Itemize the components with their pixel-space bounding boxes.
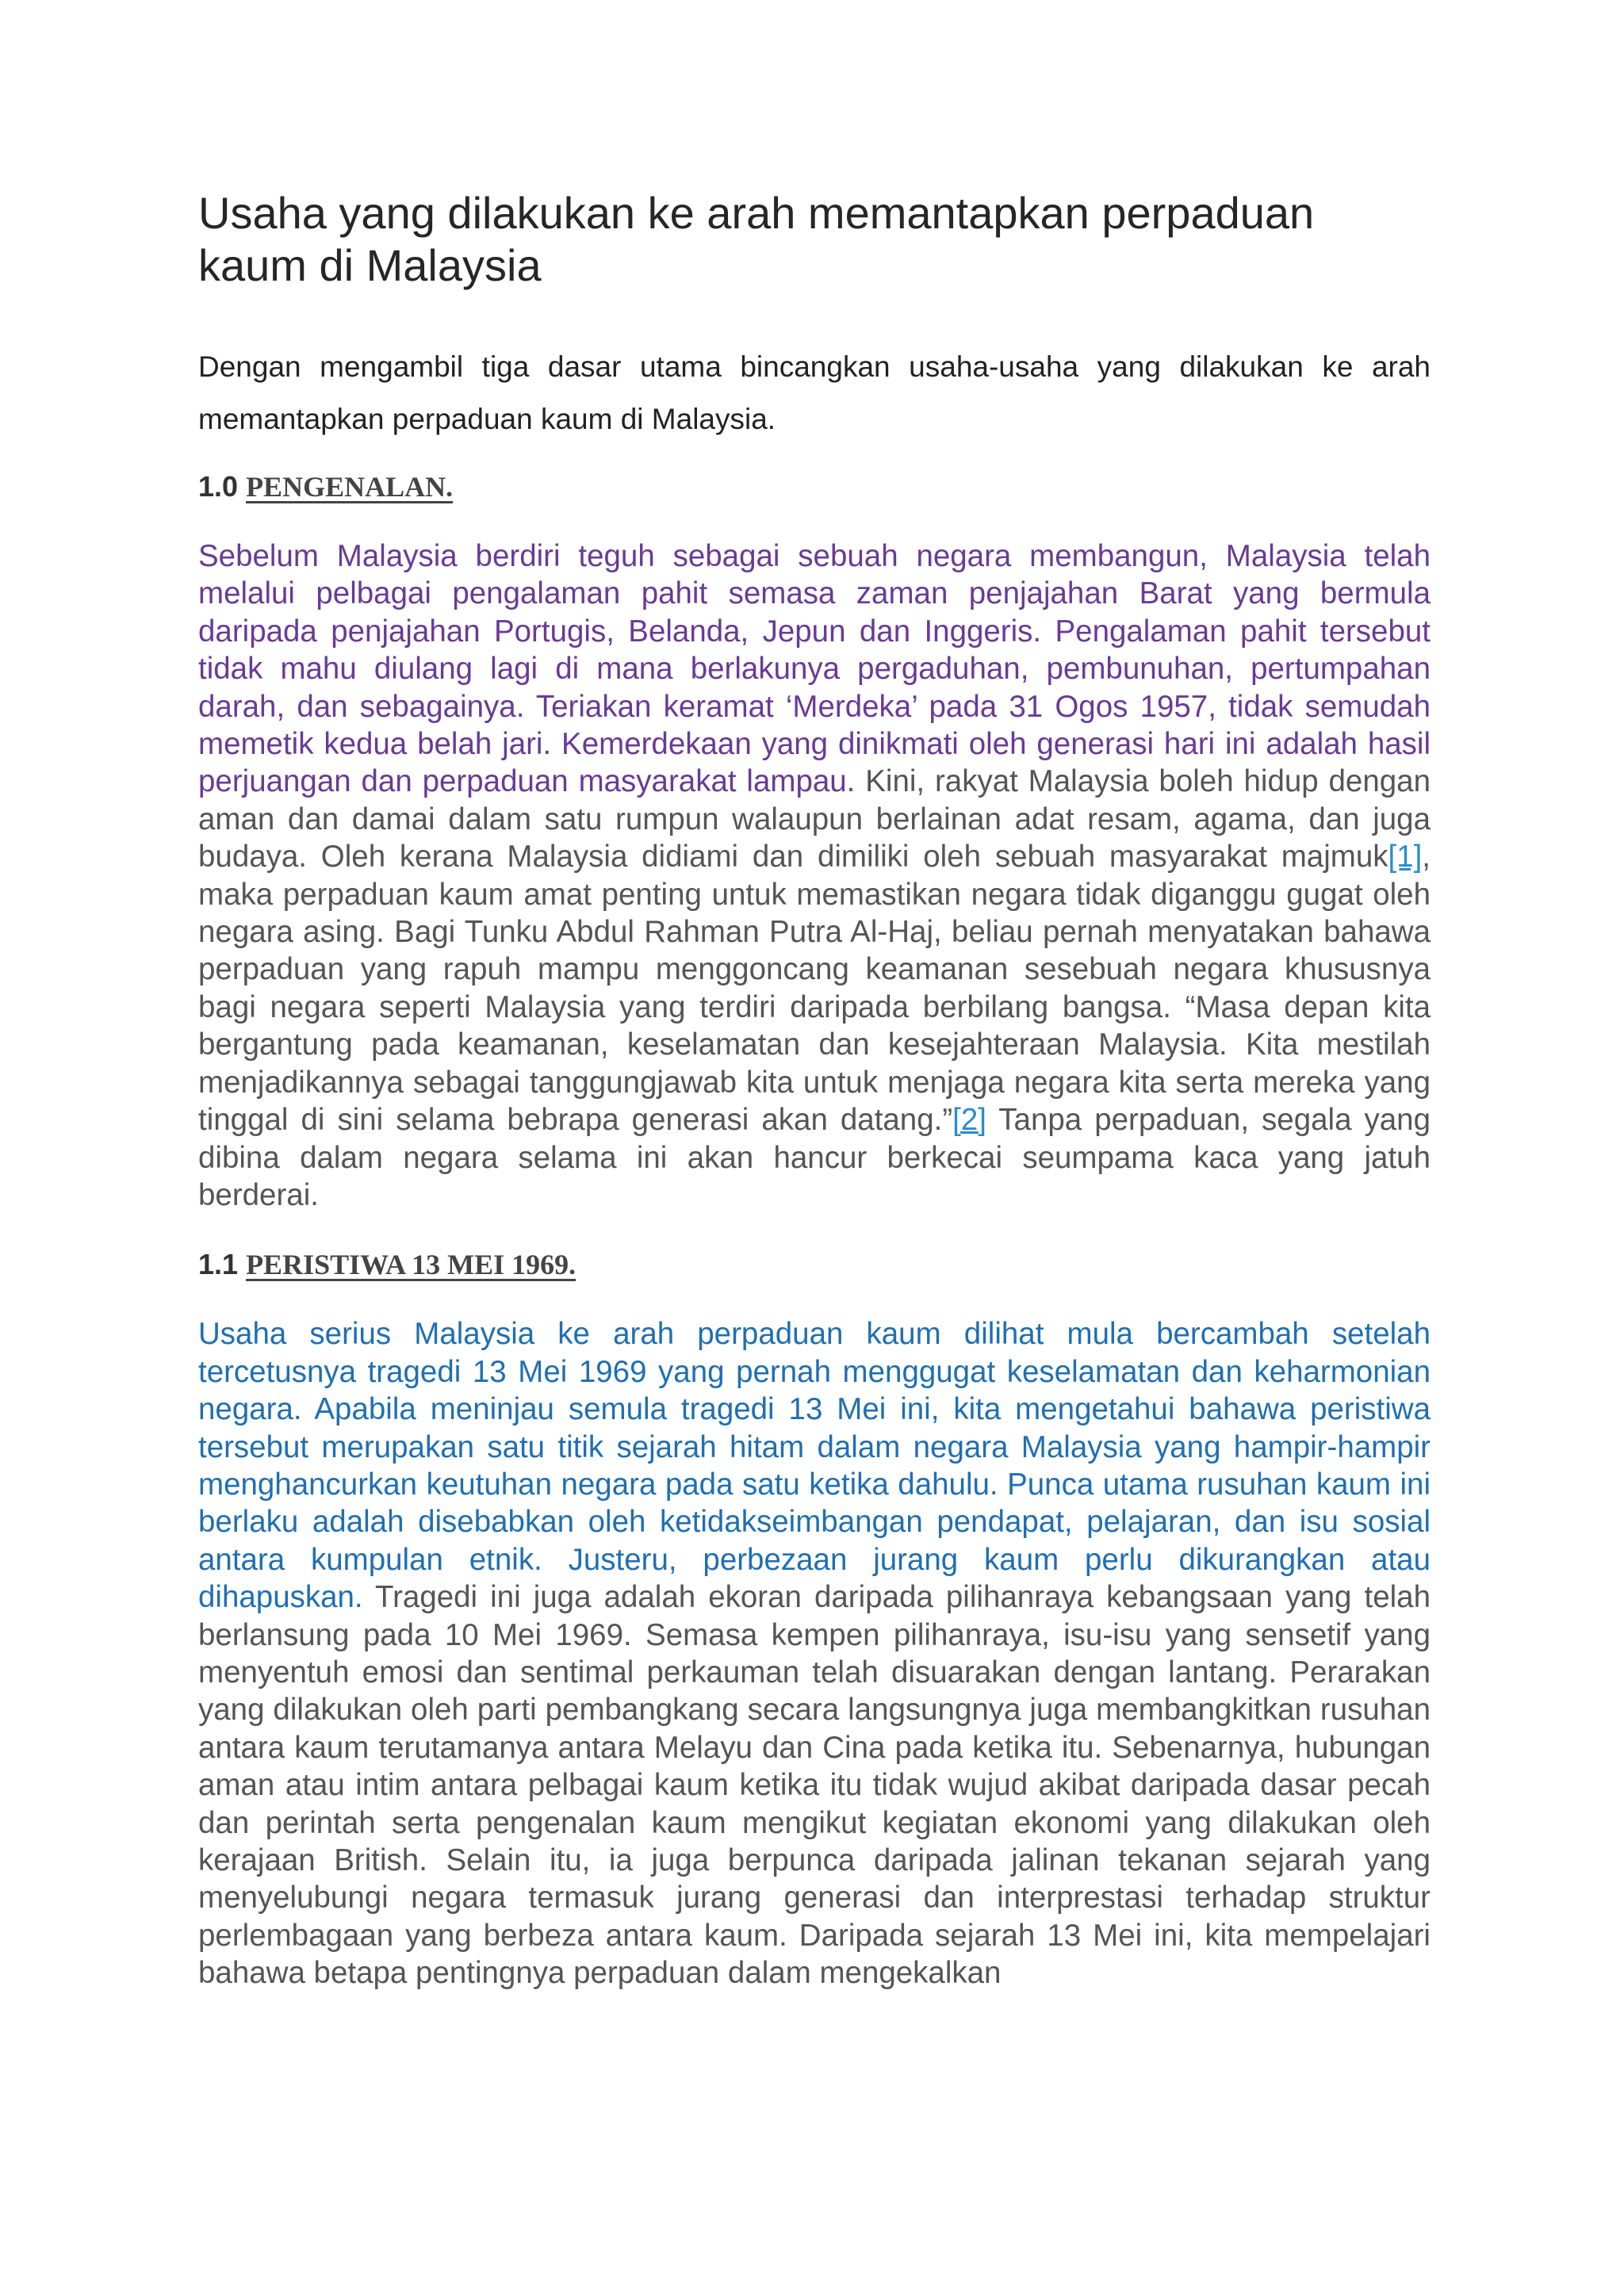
highlighted-text-purple: Sebelum Malaysia berdiri teguh sebagai sebuah negara membangun, Malaysia telah melalui pelbagai pengalaman pahit semasa zaman penjajahan Barat yang bermula daripada penjajahan Portugis, Belanda, Jepun dan Inggeris. Pengalaman pahit tersebut tidak mahu diulang lagi di mana berlakunya pergaduhan, pembunuhan, pertumpahan darah, dan sebagainya. Teriakan keramat ‘Merdeka’ pada 31 Ogos 1957, tidak semudah memetik kedua belah jari. Kemerdekaan yang dinikmati oleh generasi hari ini adalah hasil perjuangan dan perpaduan masyarakat lampau. [198, 539, 1431, 799]
section-title: PERISTIWA 13 MEI 1969. [246, 1249, 576, 1281]
section-heading-pengenalan [198, 468, 1431, 506]
page-title: Usaha yang dilakukan ke arah memantapkan perpaduan kaum di Malaysia [198, 188, 1315, 290]
body-text: Tragedi ini juga adalah ekoran daripada pilihanraya kebangsaan yang telah berlansung pada 10 Mei 1969. Semasa kempen pilihanraya, isu-isu yang sensetif yang menyentuh emosi dan sentimal perkauman telah disuarakan dengan lantang. Perarakan yang dilakukan oleh parti pembangkang secara langsungnya juga membangkitkan rusuhan antara kaum terutamanya antara Melayu dan Cina pada ketika itu. Sebenarnya, hubungan aman atau intim antara pelbagai kaum ketika itu tidak wujud akibat daripada dasar pecah dan perintah serta pengenalan kaum mengikut kegiatan ekonomi yang dilakukan oleh kerajaan British. Selain itu, ia juga berpunca daripada jalinan tekanan sejarah yang menyelubungi negara termasuk jurang generasi dan interprestasi terhadap struktur perlembagaan yang berbeza antara kaum. Daripada sejarah 13 Mei ini, kita mempelajari bahawa betapa pentingnya perpaduan dalam mengekalkan [198, 1580, 1431, 1991]
highlighted-text-blue: Usaha serius Malaysia ke arah perpaduan kaum dilihat mula bercambah setelah tercetusnya tragedi 13 Mei 1969 yang pernah menggugat keselamatan dan keharmonian negara. Apabila meninjau semula tragedi 13 Mei ini, kita mengetahui bahawa peristiwa tersebut merupakan satu titik sejarah hitam dalam negara Malaysia yang hampir-hampir menghancurkan keutuhan negara pada satu ketika dahulu. Punca utama rusuhan kaum ini berlaku adalah disebabkan oleh ketidakseimbangan pendapat, pelajaran, dan isu sosial antara kumpulan etnik. Justeru, perbezaan jurang kaum perlu dikurangkan atau dihapuskan. [198, 1317, 1431, 1615]
section-number: 1.0 [198, 470, 239, 503]
intro-question: Dengan mengambil tiga dasar utama bincangkan usaha-usaha yang dilakukan ke arah memantapkan perpaduan kaum di Malaysia. [198, 350, 1431, 435]
body-text: Tanpa perpaduan, segala yang dibina dalam negara selama ini akan hancur berkecai seumpama kaca yang jatuh berderai. [198, 1103, 1431, 1212]
body-text: , maka perpaduan kaum amat penting untuk memastikan negara tidak diganggu gugat oleh negara asing. Bagi Tunku Abdul Rahman Putra Al-Haj, beliau pernah menyatakan bahawa perpaduan yang rapuh mampu menggoncang keamanan sesebuah negara khususnya bagi negara seperti Malaysia yang terdiri daripada berbilang bangsa. “Masa depan kita bergantung pada keamanan, keselamatan dan kesejahteraan Malaysia. Kita mestilah menjadikannya sebagai tanggungjawab kita untuk menjaga negara kita serta mereka yang tinggal di sini selama bebrapa generasi akan datang.” [198, 840, 1431, 1138]
paragraph-pengenalan [198, 538, 1431, 1214]
footnote-link-1[interactable]: [1] [1388, 840, 1423, 874]
paragraph-peristiwa [198, 1315, 1431, 1992]
body-text: Kini, rakyat Malaysia boleh hidup dengan aman dan damai dalam satu rumpun walaupun berlainan adat resam, agama, dan juga budaya. Oleh kerana Malaysia didiami dan dimiliki oleh sebuah masyarakat majmuk [198, 764, 1431, 874]
section-title: PENGENALAN. [246, 471, 454, 503]
section-number: 1.1 [198, 1248, 239, 1281]
footnote-link-2[interactable]: [2] [952, 1103, 986, 1138]
section-heading-peristiwa [198, 1246, 1431, 1284]
